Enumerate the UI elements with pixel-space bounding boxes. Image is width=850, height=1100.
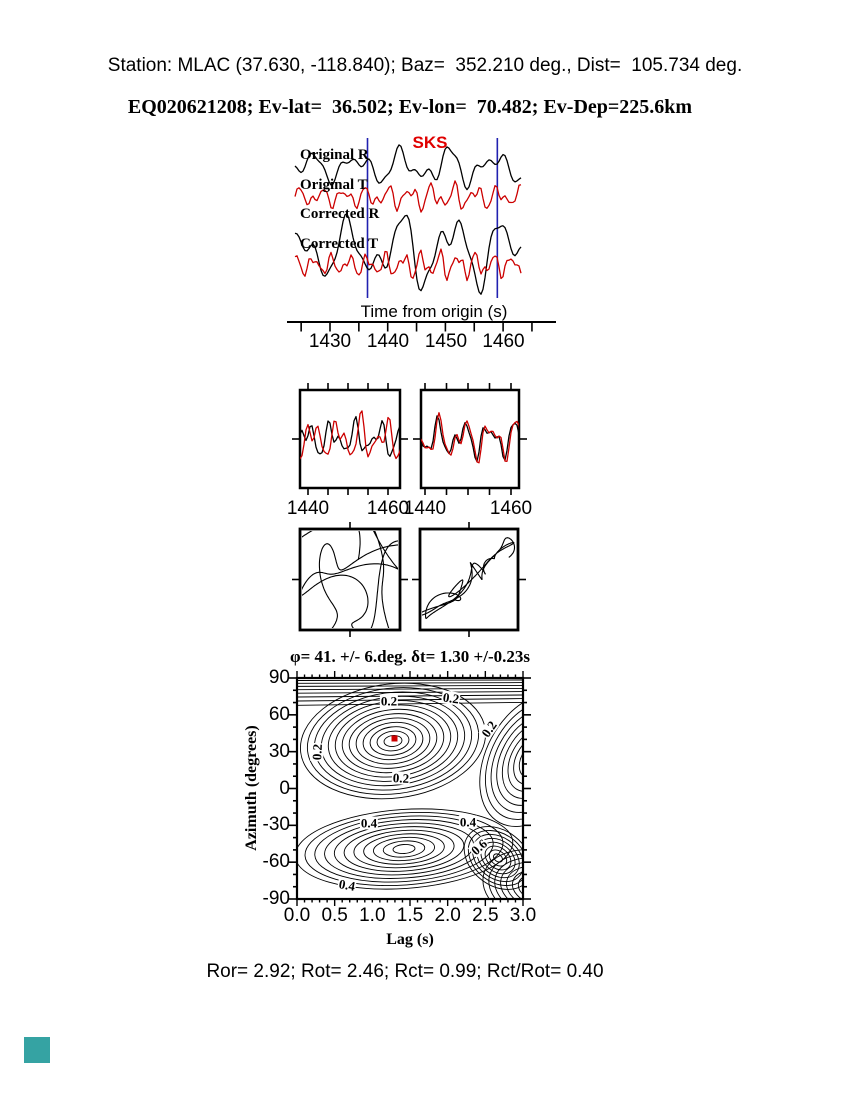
contour-level-label: 0.4 [459, 814, 477, 830]
pair-tick-label: 1460 [366, 498, 410, 519]
azimuth-tick-label: -30 [262, 814, 290, 836]
azimuth-axis-label: Azimuth (degrees) [243, 725, 260, 851]
contour-level-label: 0.2 [478, 718, 500, 740]
lag-tick-label: 0.0 [283, 905, 311, 926]
azimuth-tick-label: 60 [268, 703, 290, 725]
trace-label-original-t: Original T [300, 177, 368, 193]
contour-level-label: 0.2 [309, 743, 325, 761]
corner-teal-square [24, 1037, 50, 1063]
time-tick-label: 1440 [366, 331, 410, 352]
trace-label-corrected-t: Corrected T [300, 236, 379, 252]
lag-tick-label: 0.5 [321, 905, 348, 926]
contour-level-label: 0.6 [467, 835, 491, 859]
lag-tick-label: 1.0 [359, 905, 386, 926]
azimuth-tick-label: 90 [268, 667, 290, 688]
lag-axis-label: Lag (s) [386, 931, 434, 948]
contour-level-label: 0.2 [392, 770, 410, 786]
time-tick-label: 1460 [482, 331, 525, 352]
station-title: Station: MLAC (37.630, -118.840); Baz= 352.210 deg., Dist= 105.734 deg. [107, 55, 743, 76]
azimuth-tick-label: 30 [268, 740, 290, 762]
lag-tick-label: 2.0 [434, 905, 461, 926]
azimuth-tick-label: -90 [262, 888, 290, 909]
trace-label-original-r: Original R [300, 147, 369, 163]
time-axis-label: Time from origin (s) [360, 302, 508, 321]
contour-level-label: 0.2 [441, 689, 461, 707]
time-tick-label: 1450 [424, 331, 468, 352]
lag-tick-label: 3.0 [509, 905, 537, 926]
contour-level-label: 0.2 [380, 693, 398, 709]
contour-level-label: 0.4 [360, 815, 378, 831]
amplitude-ratios-text: Ror= 2.92; Rot= 2.46; Rct= 0.99; Rct/Rot= 0.40 [206, 961, 604, 982]
contour-level-label: 0.4 [337, 876, 357, 894]
time-tick-label: 1430 [308, 331, 352, 352]
pair-tick-label: 1440 [286, 498, 330, 519]
pair-tick-label: 1440 [403, 498, 447, 519]
pair-tick-label: 1460 [489, 498, 533, 519]
trace-label-corrected-r: Corrected R [300, 206, 380, 222]
contour-title: φ= 41. +/- 6.deg. δt= 1.30 +/-0.23s [290, 647, 530, 666]
event-title: EQ020621208; Ev-lat= 36.502; Ev-lon= 70.482; Ev-Dep=225.6km [127, 96, 693, 118]
lag-tick-label: 1.5 [396, 905, 424, 926]
phase-label-sks: SKS [412, 133, 448, 152]
azimuth-tick-label: -60 [262, 851, 290, 873]
azimuth-tick-label: 0 [279, 777, 290, 799]
lag-tick-label: 2.5 [472, 905, 499, 926]
